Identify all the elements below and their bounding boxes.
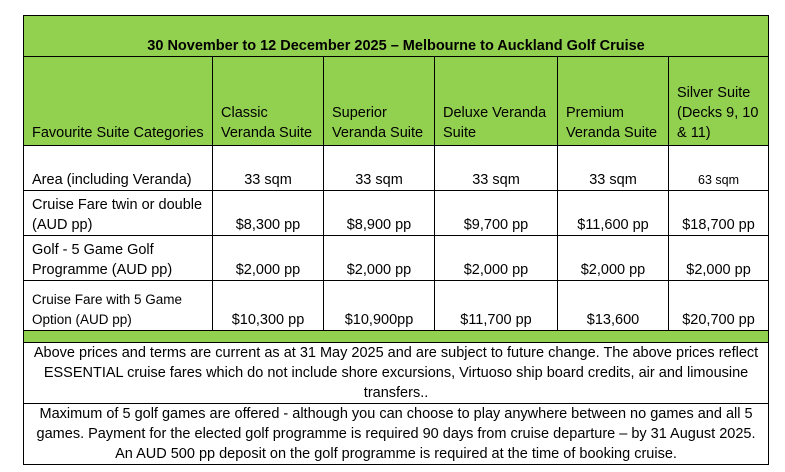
table-cell: $8,300 pp [213, 191, 324, 236]
note-row [24, 404, 769, 465]
table-cell: $11,600 pp [558, 191, 669, 236]
suite-header-silver: Silver Suite (Decks 9, 10 & 11) [669, 57, 769, 146]
row-label-header: Favourite Suite Categories [24, 57, 213, 146]
table-cell: $11,700 pp [435, 281, 558, 331]
header-row [24, 57, 769, 146]
table-cell: 33 sqm [213, 146, 324, 191]
table-cell: $20,700 pp [669, 281, 769, 331]
table-row-golf [24, 236, 769, 281]
table-row-total [24, 281, 769, 331]
table-cell: $2,000 pp [324, 236, 435, 281]
table-cell: $2,000 pp [669, 236, 769, 281]
table-row-cruise-fare [24, 191, 769, 236]
table-row-area [24, 146, 769, 191]
table-cell: $8,900 pp [324, 191, 435, 236]
table-cell: $10,900pp [324, 281, 435, 331]
table-cell: $13,600 [558, 281, 669, 331]
suite-header-deluxe: Deluxe Veranda Suite [435, 57, 558, 146]
row-label: Area (including Veranda) [24, 146, 213, 191]
table-cell: $2,000 pp [435, 236, 558, 281]
suite-header-superior: Superior Veranda Suite [324, 57, 435, 146]
table-cell: $2,000 pp [213, 236, 324, 281]
table-cell: $9,700 pp [435, 191, 558, 236]
table-cell: $18,700 pp [669, 191, 769, 236]
row-label: Golf - 5 Game Golf Programme (AUD pp) [24, 236, 213, 281]
divider-row [24, 331, 769, 343]
table-cell: 33 sqm [324, 146, 435, 191]
title-row [24, 16, 769, 57]
suite-header-classic: Classic Veranda Suite [213, 57, 324, 146]
pricing-note: Above prices and terms are current as at 31 May 2025 and are subject to future change. The above prices reflect ESSENTIAL cruise fares which do not include shore excursions, Virtuoso ship board credits, air and limousine transfers.. [24, 343, 769, 404]
divider [24, 331, 769, 343]
table-cell: 33 sqm [435, 146, 558, 191]
row-label: Cruise Fare with 5 Game Option (AUD pp) [24, 281, 213, 331]
suite-header-premium: Premium Veranda Suite [558, 57, 669, 146]
table-cell: $10,300 pp [213, 281, 324, 331]
row-label: Cruise Fare twin or double (AUD pp) [24, 191, 213, 236]
fare-table-container [23, 15, 768, 465]
table-cell: 63 sqm [669, 146, 769, 191]
fare-table [23, 15, 769, 465]
note-row [24, 343, 769, 404]
table-cell: $2,000 pp [558, 236, 669, 281]
table-cell: 33 sqm [558, 146, 669, 191]
golf-note: Maximum of 5 golf games are offered - although you can choose to play anywhere between no games and all 5 games. Payment for the elected golf programme is required 90 days from cruise departure – by 31 August 2025. An AUD 500 pp deposit on the golf programme is required at the time of booking cruise. [24, 404, 769, 465]
table-title: 30 November to 12 December 2025 – Melbourne to Auckland Golf Cruise [24, 16, 769, 57]
